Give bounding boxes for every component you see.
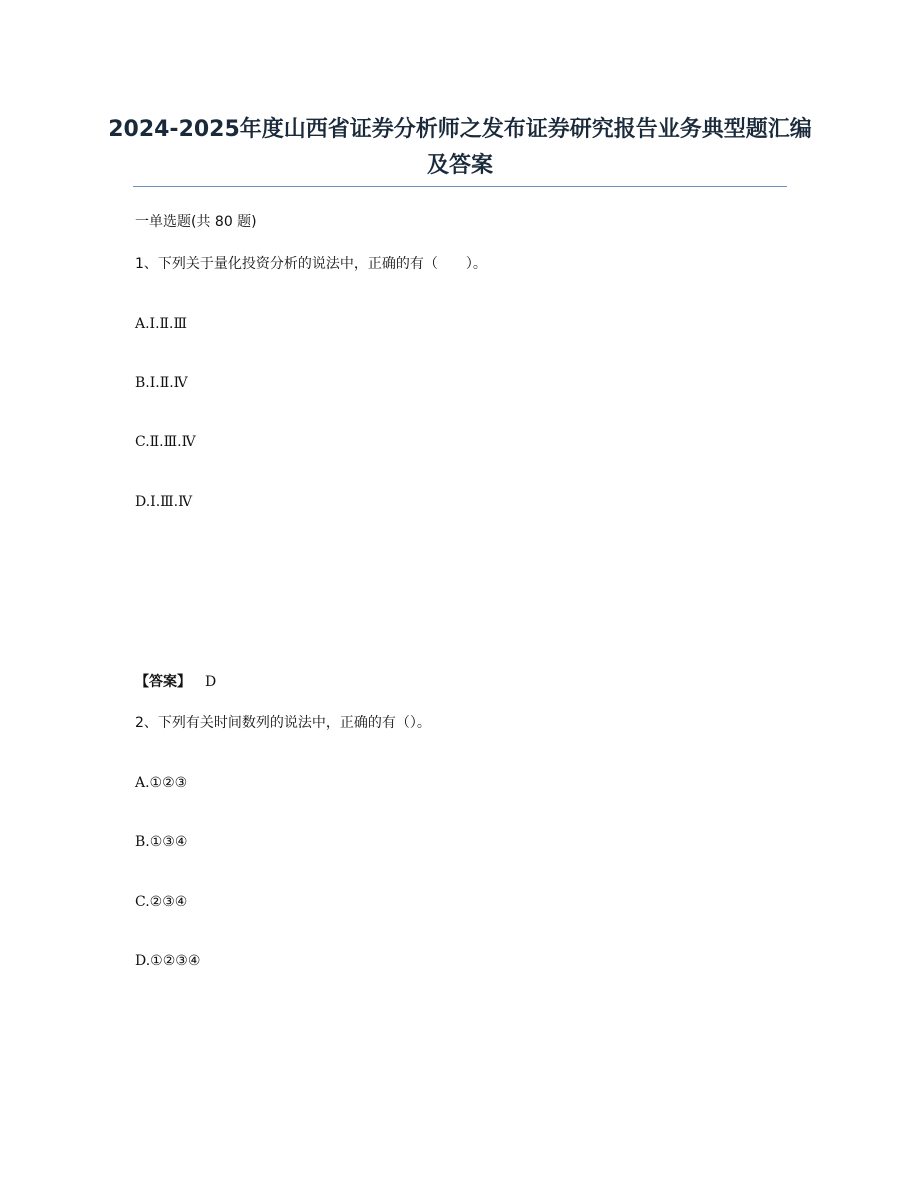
answer-value: D	[205, 674, 217, 690]
section-header: 一单选题(共 80 题)	[135, 214, 257, 230]
title-divider	[133, 186, 787, 187]
question-2-option-d: D.①②③④	[135, 953, 201, 969]
question-2-stem: 2、下列有关时间数列的说法中，正确的有（）。	[135, 715, 431, 731]
question-2-option-a: A.①②③	[135, 775, 188, 791]
answer-label: 【答案】	[135, 674, 191, 690]
question-2-option-b: B.①③④	[135, 834, 188, 850]
question-2-option-c: C.②③④	[135, 894, 188, 910]
question-1-option-a: A.Ⅰ.Ⅱ.Ⅲ	[135, 316, 188, 332]
question-1-option-c: C.Ⅱ.Ⅲ.Ⅳ	[135, 434, 196, 450]
question-1-answer	[135, 672, 216, 692]
question-1-option-b: B.Ⅰ.Ⅱ.Ⅳ	[135, 375, 188, 391]
page-title: 2024-2025年度山西省证券分析师之发布证券研究报告业务典型题汇编及答案	[108, 117, 812, 178]
question-1-option-d: D.Ⅰ.Ⅲ.Ⅳ	[135, 494, 193, 510]
question-1-stem: 1、下列关于量化投资分析的说法中，正确的有（ ）。	[135, 256, 487, 272]
